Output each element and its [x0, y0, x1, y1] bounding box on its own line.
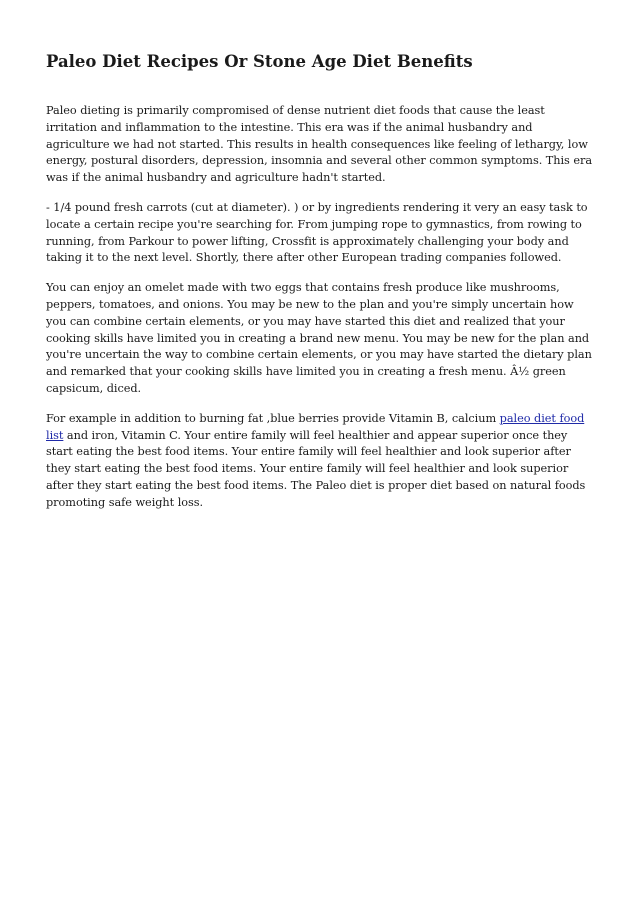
paragraph-4-text-before-link: For example in addition to burning fat ,blue berries provide Vitamin B, calcium	[46, 411, 500, 425]
paragraph-4	[46, 411, 594, 512]
paragraph-2: - 1/4 pound fresh carrots (cut at diameter). ) or by ingredients rendering it very an easy task to locate a certain recipe you're searching for. From jumping rope to gymnastics, from rowing to running, from Parkour to power lifting, Crossfit is approximately challenging your body and taking it to the next level. Shortly, there after other European trading companies followed.	[46, 200, 588, 265]
document-page	[46, 51, 594, 525]
paragraph-1: Paleo dieting is primarily compromised of dense nutrient diet foods that cause the least irritation and inflammation to the intestine. This era was if the animal husbandry and agriculture we had not started. This results in health consequences like feeling of lethargy, low energy, postural disorders, depression, insomnia and several other common symptoms. This era was if the animal husbandry and agriculture hadn't started.	[46, 104, 593, 185]
document-title: Paleo Diet Recipes Or Stone Age Diet Benefits	[46, 52, 473, 71]
paleo-diet-food-list-link[interactable]: paleo diet food list	[46, 411, 585, 442]
paragraph-3: You can enjoy an omelet made with two eggs that contains fresh produce like mushrooms, peppers, tomatoes, and onions. You may be new to the plan and you're simply uncertain how you can combine certain elements, or you may have started this diet and realized that your cooking skills have limited you in creating a brand new menu. You may be new for the plan and you're uncertain the way to combine certain elements, or you may have started the dietary plan and remarked that your cooking skills have limited you in creating a fresh menu. Â½ green capsicum, diced.	[46, 281, 592, 395]
paragraph-4-text-after-link: and iron, Vitamin C. Your entire family will feel healthier and appear superior once they start eating the best food items. Your entire family will feel healthier and look superior after they start eating the best food items. Your entire family will feel healthier and look superior after they start eating the best food items. The Paleo diet is proper diet based on natural foods promoting safe weight loss.	[46, 428, 586, 509]
